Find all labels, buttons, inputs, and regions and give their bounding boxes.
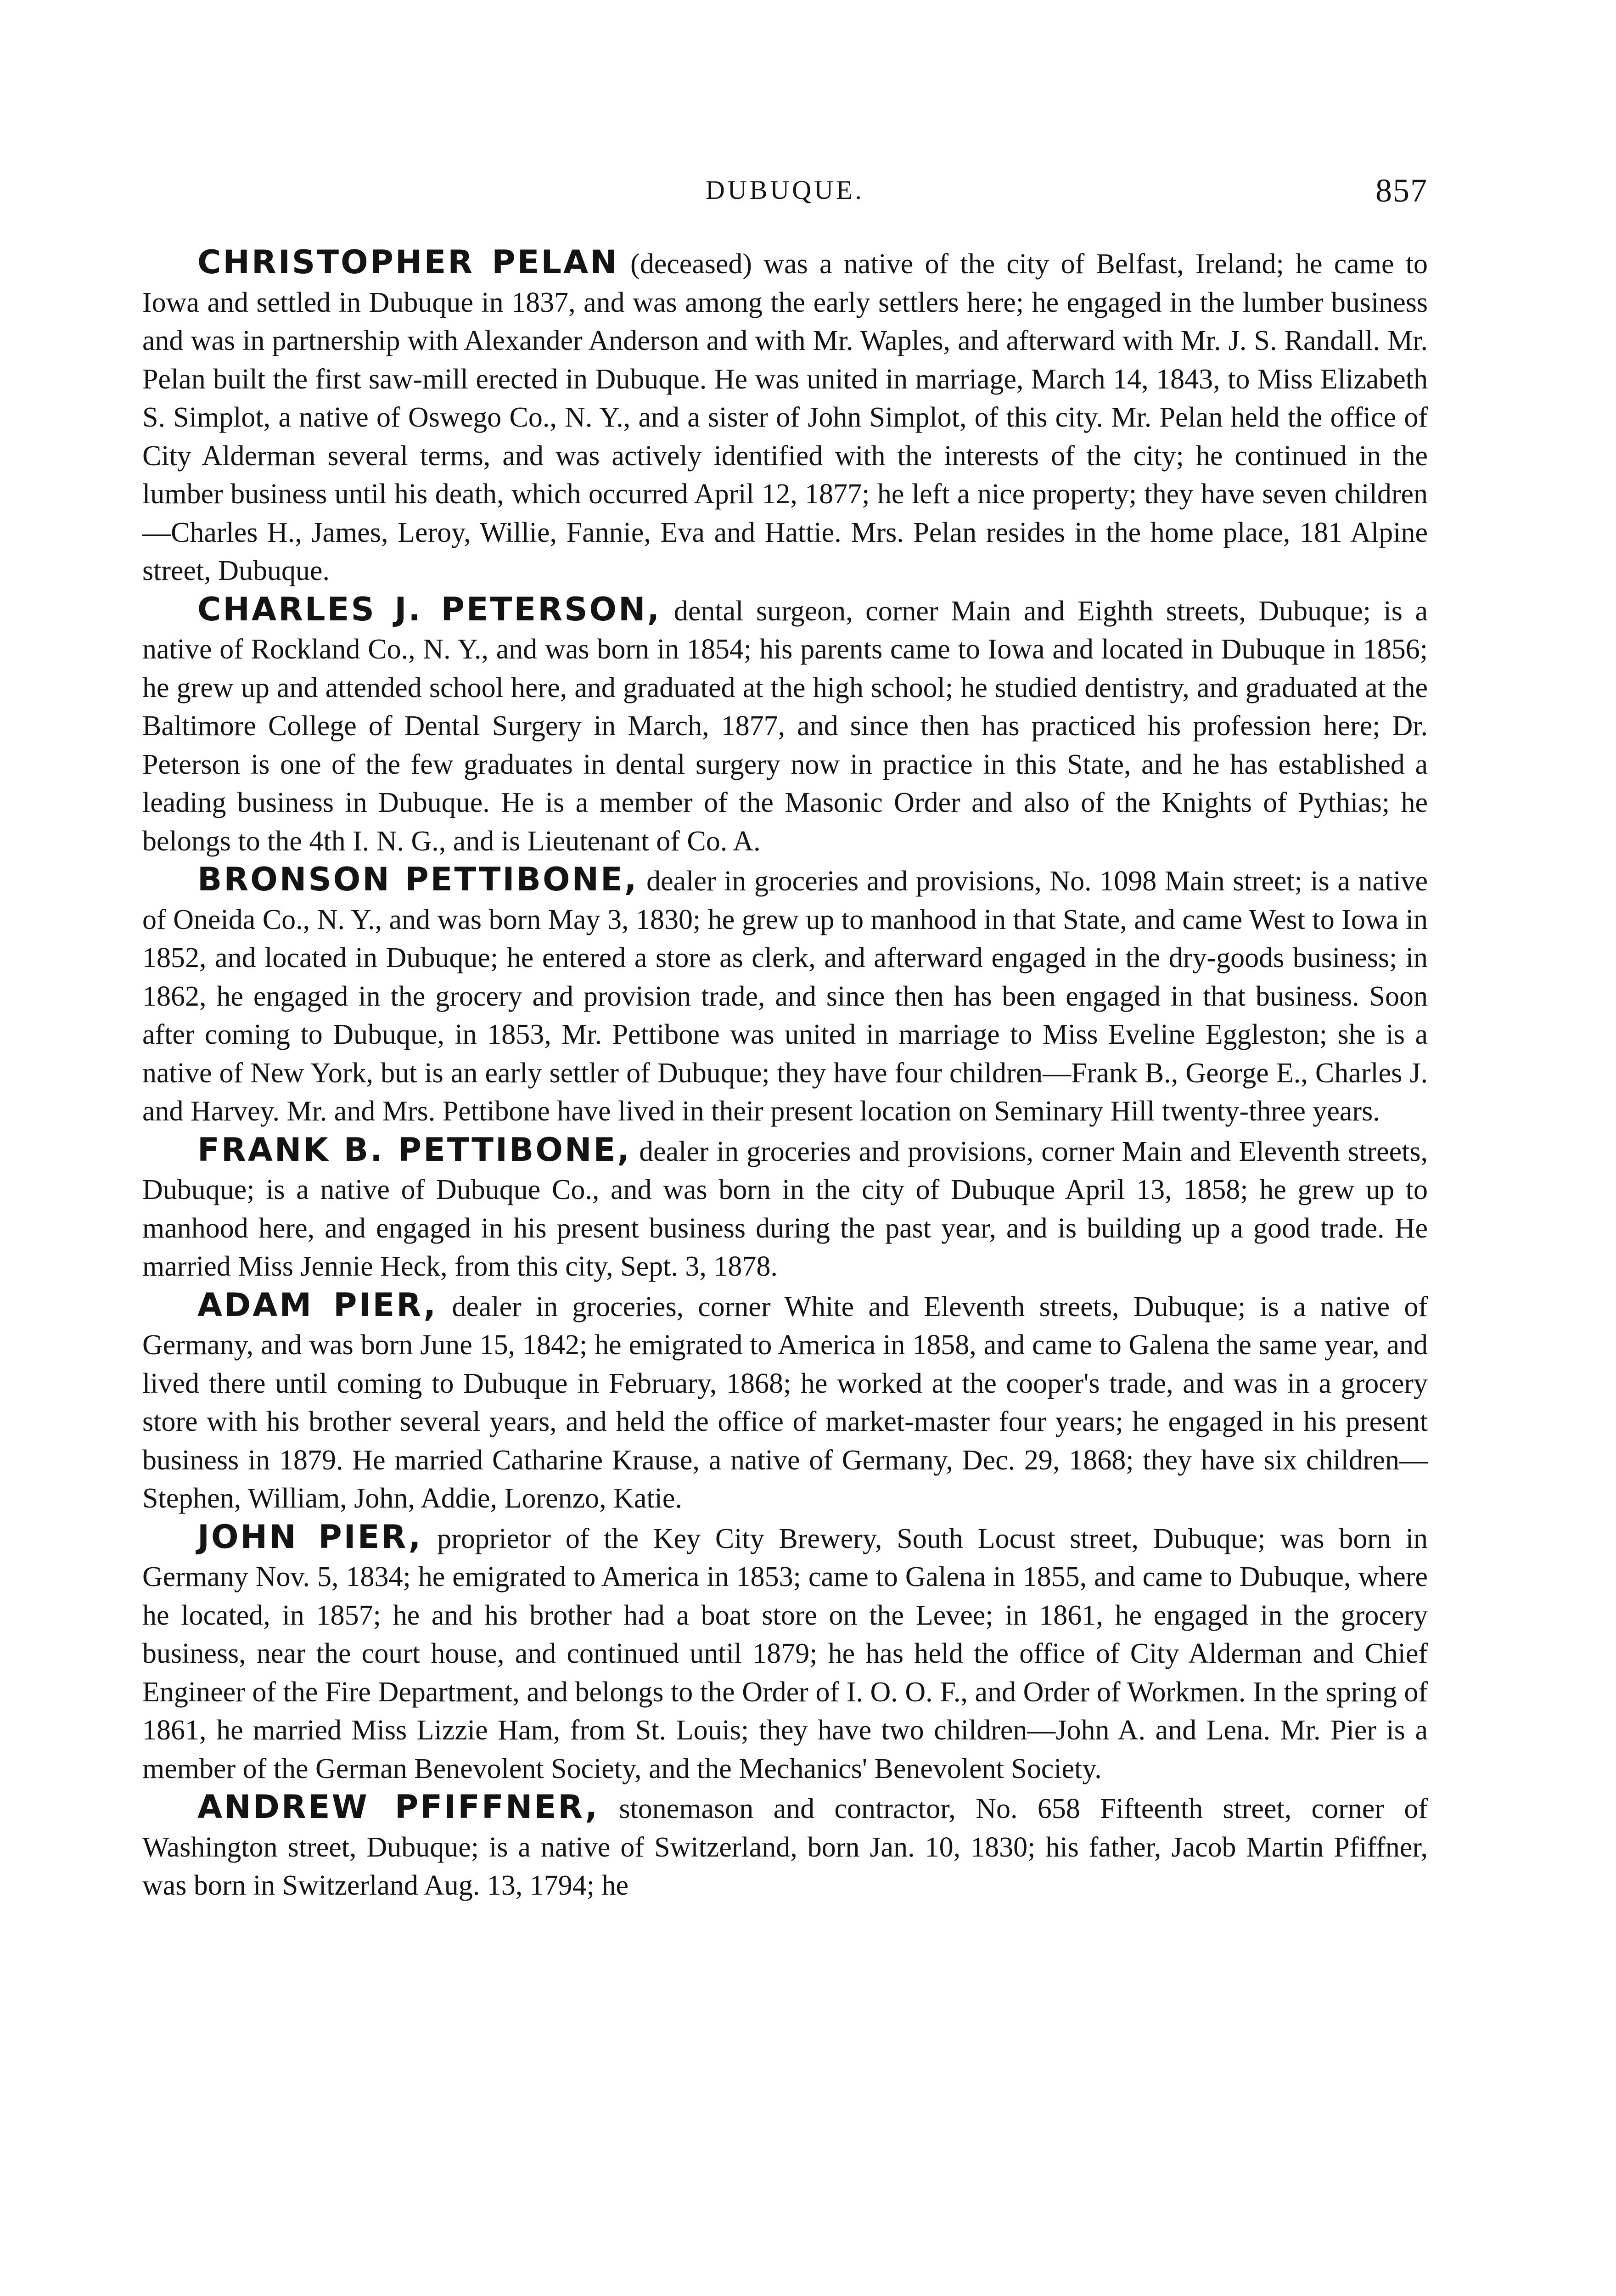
entry-name: ADAM PIER,: [197, 1286, 438, 1324]
entry-text: dealer in groceries and provisions, No. 1098 Main street; is a native of Oneida Co., N. Y., and was born May 3, 1830; he grew up to manhood in that State, and came West to Iowa in 1852, and located in Dubuque; he entered a store as clerk, and afterward engaged in the dry-goods business; in 1862, he engaged in the grocery and provision trade, and since then has been engaged in that business. Soon after coming to Dubuque, in 1853, Mr. Pettibone was united in marriage to Miss Eveline Eggleston; she is a native of New York, but is an early settler of Dubuque; they have four children—Frank B., George E., Charles J. and Harvey. Mr. and Mrs. Pettibone have lived in their present location on Seminary Hill twenty-three years.: [142, 866, 1428, 1127]
page: [142, 174, 1428, 1905]
entry-text: dealer in groceries and provisions, corner Main and Eleventh streets, Dubuque; is a native of Dubuque Co., and was born in the city of Dubuque April 13, 1858; he grew up to manhood here, and engaged in his present business during the past year, and is building up a good trade. He married Miss Jennie Heck, from this city, Sept. 3, 1878.: [142, 1136, 1428, 1282]
entry-john-pier: [142, 1518, 1428, 1789]
entry-text: dental surgeon, corner Main and Eighth streets, Dubuque; is a native of Rockland Co., N. Y., and was born in 1854; his parents came to Iowa and located in Dubuque in 1856; he grew up and attended school here, and graduated at the high school; he studied dentistry, and graduated at the Baltimore College of Dental Surgery in March, 1877, and since then has practiced his profession here; Dr. Peterson is one of the few graduates in dental surgery now in practice in this State, and he has established a leading business in Dubuque. He is a member of the Masonic Order and also of the Knights of Pythias; he belongs to the 4th I. N. G., and is Lieutenant of Co. A.: [142, 595, 1428, 857]
page-header: [142, 174, 1428, 230]
entry-frank-pettibone: [142, 1131, 1428, 1286]
entry-name: CHRISTOPHER PELAN: [197, 243, 619, 281]
entry-text: proprietor of the Key City Brewery, South Locust street, Dubuque; was born in Germany Nov. 5, 1834; he emigrated to America in 1853; came to Galena in 1855, and came to Dubuque, where he located, in 1857; he and his brother had a boat store on the Levee; in 1861, he engaged in the grocery business, near the court house, and continued until 1879; he has held the office of City Alderman and Chief Engineer of the Fire Department, and belongs to the Order of I. O. O. F., and Order of Workmen. In the spring of 1861, he married Miss Lizzie Ham, from St. Louis; they have two children—John A. and Lena. Mr. Pier is a member of the German Benevolent Society, and the Mechanics' Benevolent Society.: [142, 1523, 1428, 1784]
entry-bronson-pettibone: [142, 861, 1428, 1131]
entry-text: stonemason and contractor, No. 658 Fifteenth street, corner of Washington street, Dubuque; is a native of Switzerland, born Jan. 10, 1830; his father, Jacob Martin Pfiffner, was born in Switzerland Aug. 13, 1794; he: [142, 1793, 1428, 1901]
entry-charles-peterson: [142, 591, 1428, 861]
page-number: 857: [1375, 172, 1428, 209]
entry-name: FRANK B. PETTIBONE,: [197, 1131, 631, 1169]
entry-christopher-pelan: [142, 243, 1428, 591]
entry-text: (deceased) was a native of the city of Belfast, Ireland; he came to Iowa and settled in Dubuque in 1837, and was among the early settlers here; he engaged in the lumber business and was in partnership with Alexander Anderson and with Mr. Waples, and afterward with Mr. J. S. Randall. Mr. Pelan built the first saw-mill erected in Dubuque. He was united in marriage, March 14, 1843, to Miss Elizabeth S. Simplot, a native of Oswego Co., N. Y., and a sister of John Simplot, of this city. Mr. Pelan held the office of City Alderman several terms, and was actively identified with the interests of the city; he continued in the lumber business until his death, which occurred April 12, 1877; he left a nice property; they have seven children—Charles H., James, Leroy, Willie, Fannie, Eva and Hattie. Mrs. Pelan resides in the home place, 181 Alpine street, Dubuque.: [142, 248, 1428, 586]
entry-andrew-pfiffner: [142, 1788, 1428, 1905]
entry-text: dealer in groceries, corner White and Eleventh streets, Dubuque; is a native of Germany, and was born June 15, 1842; he emigrated to America in 1858, and came to Galena the same year, and lived there until coming to Dubuque in February, 1868; he worked at the cooper's trade, and was in a grocery store with his brother several years, and held the office of market-master four years; he engaged in his present business in 1879. He married Catharine Krause, a native of Germany, Dec. 29, 1868; they have six children—Stephen, William, John, Addie, Lorenzo, Katie.: [142, 1291, 1428, 1514]
entry-name: BRONSON PETTIBONE,: [197, 861, 639, 898]
entry-name: CHARLES J. PETERSON,: [197, 590, 662, 628]
entry-name: ANDREW PFIFFNER,: [197, 1788, 600, 1826]
entry-name: JOHN PIER,: [197, 1518, 423, 1556]
entry-list: [142, 243, 1428, 1905]
running-head: DUBUQUE.: [705, 175, 865, 205]
entry-adam-pier: [142, 1286, 1428, 1518]
